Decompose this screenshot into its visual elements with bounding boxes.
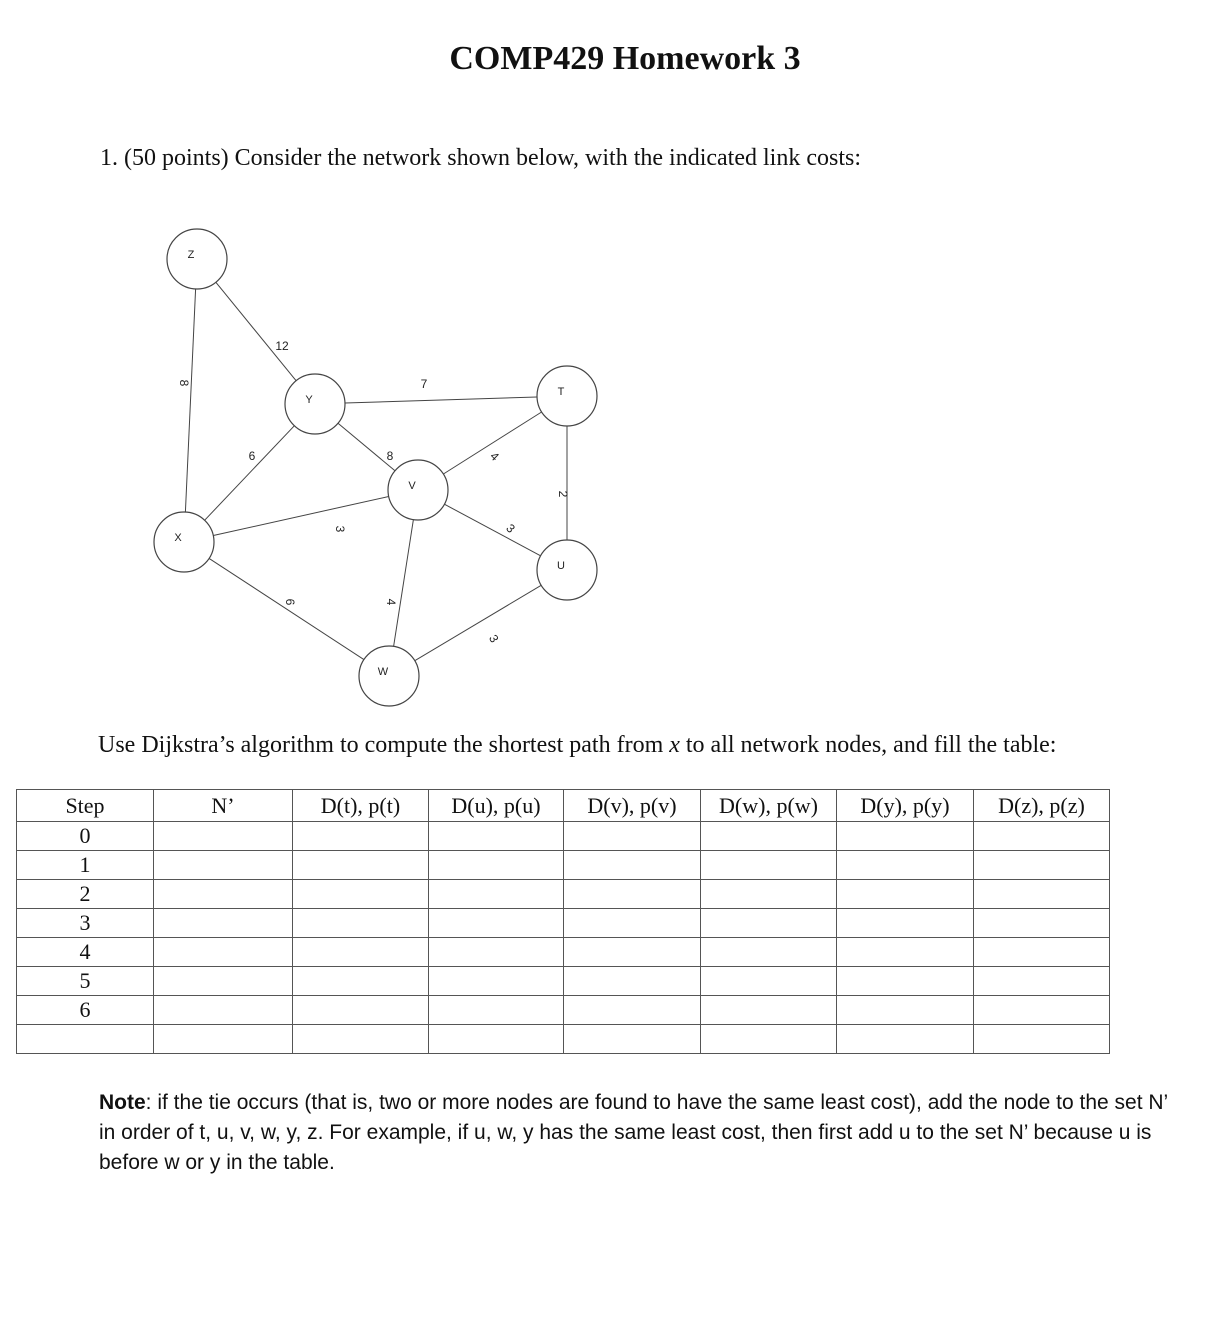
table-row [17,909,1110,938]
step-cell: 6 [17,996,154,1025]
table-cell [154,967,293,996]
node-v [388,460,448,520]
table-cell [293,822,429,851]
node-t [537,366,597,426]
node-label-y: Y [305,393,313,406]
edge-z-x [185,289,195,512]
step-cell: 0 [17,822,154,851]
table-cell [154,909,293,938]
table-cell [154,880,293,909]
table-cell [837,938,974,967]
instruction-text [98,732,1056,759]
column-header: D(t), p(t) [293,790,429,822]
table-cell [293,996,429,1025]
edge-x-w [209,558,364,659]
edge-cost-x-y: 6 [248,449,256,464]
edge-cost-x-w: 6 [282,598,297,606]
node-circle-w [359,646,419,706]
table-cell [837,996,974,1025]
column-header: D(z), p(z) [974,790,1110,822]
table-cell [293,967,429,996]
table-cell [837,822,974,851]
table-cell [564,880,701,909]
edge-z-y [216,282,296,380]
node-label-t: T [557,385,565,398]
table-cell [429,822,564,851]
instruction-before: Use Dijkstra’s algorithm to compute the shortest path from [98,732,670,758]
note-body: : if the tie occurs (that is, two or more nodes are found to have the same least cost), add the node to the set N’ in order of t, u, v, w, y, z. For example, if u, w, y has the same least cost, then first add u to the set N’ because u is before w or y in the table. [99,1091,1168,1174]
table-row [17,851,1110,880]
table-cell [154,996,293,1025]
table-cell [564,938,701,967]
column-header: Step [17,790,154,822]
step-cell: 5 [17,967,154,996]
table-cell [564,822,701,851]
table-cell [701,822,837,851]
table-cell [701,880,837,909]
table-cell [293,851,429,880]
column-header: N’ [154,790,293,822]
note-label: Note [99,1091,146,1114]
edge-v-w [394,520,414,647]
table-cell [701,851,837,880]
instruction-after: to all network nodes, and fill the table: [679,732,1057,758]
graph-edges [185,282,567,660]
page-title: COMP429 Homework 3 [449,40,801,77]
node-y [285,374,345,434]
table-cell [154,938,293,967]
table-cell [564,967,701,996]
graph-nodes [154,229,597,706]
node-circle-z [167,229,227,289]
table-cell [974,880,1110,909]
node-circle-x [154,512,214,572]
column-header: D(u), p(u) [429,790,564,822]
table-row [17,822,1110,851]
edge-cost-y-t: 7 [420,377,428,392]
node-circle-y [285,374,345,434]
node-circle-t [537,366,597,426]
graph-costs [177,339,570,645]
table-row [17,880,1110,909]
table-cell [701,1025,837,1054]
table-cell [701,938,837,967]
table-cell [293,909,429,938]
edge-cost-v-t: 4 [487,449,502,464]
instruction-var: x [669,732,680,758]
table-cell [429,967,564,996]
edge-y-t [345,397,537,403]
step-cell: 1 [17,851,154,880]
step-cell: 3 [17,909,154,938]
table-cell [837,880,974,909]
edge-cost-y-v: 8 [386,449,394,464]
table-cell [564,1025,701,1054]
step-cell [17,1025,154,1054]
table-cell [701,967,837,996]
table-cell [429,938,564,967]
table-row [17,996,1110,1025]
table-cell [701,996,837,1025]
step-cell: 4 [17,938,154,967]
table-cell [293,1025,429,1054]
table-cell [701,909,837,938]
table-cell [564,996,701,1025]
table-cell [974,938,1110,967]
node-circle-u [537,540,597,600]
table-cell [837,967,974,996]
node-label-u: U [557,559,565,572]
table-cell [974,851,1110,880]
table-cell [564,909,701,938]
note-text [99,1088,1189,1178]
edge-v-u [444,504,540,556]
edge-y-v [338,423,395,471]
column-header: D(y), p(y) [837,790,974,822]
edge-cost-t-u: 2 [555,490,570,498]
table-row [17,967,1110,996]
edge-x-v [213,497,388,536]
column-header: D(w), p(w) [701,790,837,822]
table-cell [974,1025,1110,1054]
edge-x-y [205,426,295,520]
table-cell [974,967,1110,996]
node-label-x: X [174,531,182,544]
question-text: 1. (50 points) Consider the network shown below, with the indicated link costs: [100,145,862,171]
table-cell [154,851,293,880]
table-cell [429,909,564,938]
table-cell [974,822,1110,851]
table-cell [154,1025,293,1054]
node-circle-v [388,460,448,520]
dijkstra-table [16,789,1110,1054]
table-cell [429,851,564,880]
table-cell [837,851,974,880]
edge-cost-x-v: 3 [332,525,347,533]
node-z [167,229,227,289]
table-cell [837,1025,974,1054]
table-row [17,938,1110,967]
table-cell [429,996,564,1025]
node-label-w: W [377,665,389,678]
node-x [154,512,214,572]
edge-cost-v-w: 4 [383,598,398,606]
edge-w-u [415,585,541,660]
table-cell [154,822,293,851]
table-header-row [17,790,1110,822]
table-cell [293,938,429,967]
table-cell [293,880,429,909]
table-cell [429,1025,564,1054]
column-header: D(v), p(v) [564,790,701,822]
edge-cost-w-u: 3 [485,632,502,645]
node-u [537,540,597,600]
edge-cost-v-u: 3 [503,521,518,536]
edge-cost-z-x: 8 [176,379,191,387]
table-row [17,1025,1110,1054]
step-cell: 2 [17,880,154,909]
table-cell [429,880,564,909]
table-body [17,822,1110,1054]
table-cell [974,996,1110,1025]
table-cell [974,909,1110,938]
table-cell [837,909,974,938]
edge-v-t [443,412,541,474]
node-label-z: Z [187,248,195,261]
table-cell [564,851,701,880]
edge-cost-z-y: 12 [275,339,289,354]
node-label-v: V [408,479,416,492]
node-w [359,646,419,706]
